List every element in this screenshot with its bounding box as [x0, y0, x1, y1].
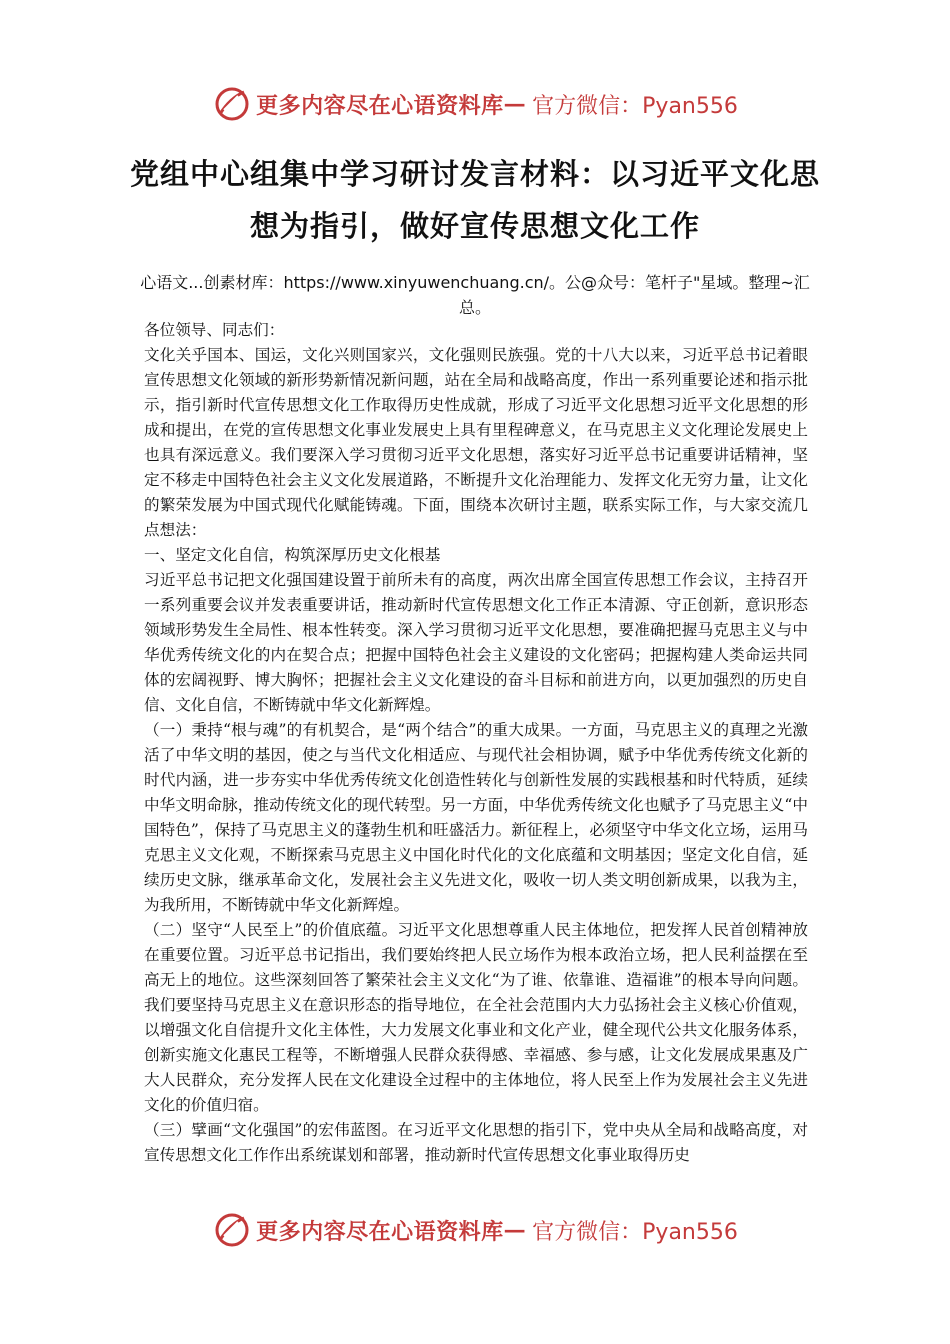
source-line: 心语文...创素材库：https://www.xinyuwenchuang.cn/。公@众号：笔杆子"星域。整理~汇总。 — [140, 273, 810, 317]
footer-library-text: 更多内容尽在心语资料库 — [256, 1218, 504, 1245]
footer-wechat-text: 官方微信：Pyan556 — [532, 1219, 738, 1245]
pen-swirl-logo-icon — [212, 1210, 252, 1250]
banner-library-text: 更多内容尽在心语资料库 — [256, 92, 504, 119]
paragraph-salutation: 各位领导、同志们： — [144, 321, 285, 339]
footer-banner — [0, 1208, 950, 1252]
footer-dash: — — [503, 1217, 527, 1243]
pen-swirl-logo-icon — [212, 84, 252, 124]
paragraph-point-1: （一）秉持“根与魂”的有机契合，是“两个结合”的重大成果。一方面，马克思主义的真理之光激活了中华文明的基因，使之与当代文化相适应、与现代社会相协调，赋予中华优秀传统文化新的时代内涵，进一步夯实中华优秀传统文化创造性转化与创新性发展的实践根基和时代特质，延续中华文明命脉，推动传统文化的现代转型。另一方面，中华优秀传统文化也赋予了马克思主义“中国特色”，保持了马克思主义的蓬勃生机和旺盛活力。新征程上，必须坚守中华文化立场，运用马克思主义文化观，不断探索马克思主义中国化时代化的文化底蕴和文明基因；坚定文化自信，延续历史文脉，继承革命文化，发展社会主义先进文化，吸收一切人类文明创新成果，以我为主，为我所用，不断铸就中华文化新辉煌。 — [144, 721, 808, 914]
paragraph-point-2: （二）坚守“人民至上”的价值底蕴。习近平文化思想尊重人民主体地位，把发挥人民首创精神放在重要位置。习近平总书记指出，我们要始终把人民立场作为根本政治立场，把人民利益摆在至高无上的地位。这些深刻回答了繁荣社会主义文化“为了谁、依靠谁、造福谁”的根本导向问题。我们要坚持马克思主义在意识形态的指导地位，在全社会范围内大力弘扬社会主义核心价值观，以增强文化自信提升文化主体性，大力发展文化事业和文化产业，健全现代公共文化服务体系，创新实施文化惠民工程等，不断增强人民群众获得感、幸福感、参与感，让文化发展成果惠及广大人民群众，充分发挥人民在文化建设全过程中的主体地位，将人民至上作为发展社会主义先进文化的价值归宿。 — [144, 921, 808, 1114]
paragraph-point-3: （三）擘画“文化强国”的宏伟蓝图。在习近平文化思想的指引下，党中央从全局和战略高度，对宣传思想文化工作作出系统谋划和部署，推动新时代宣传思想文化事业取得历史 — [144, 1121, 808, 1164]
banner-dash: — — [503, 91, 527, 117]
document-body — [144, 318, 808, 1168]
paragraph-intro: 文化关乎国本、国运，文化兴则国家兴，文化强则民族强。党的十八大以来，习近平总书记着眼宣传思想文化领域的新形势新情况新问题，站在全局和战略高度，作出一系列重要论述和指示批示，指引新时代宣传思想文化工作取得历史性成就，形成了习近平文化思想习近平文化思想的形成和提出，在党的宣传思想文化事业发展史上具有里程碑意义，在马克思主义文化理论发展史上也具有深远意义。我们要深入学习贯彻习近平文化思想，落实好习近平总书记重要讲话精神，坚定不移走中国特色社会主义文化发展道路，不断提升文化治理能力、发挥文化无穷力量，让文化的繁荣发展为中国式现代化赋能铸魂。下面，围绕本次研讨主题，联系实际工作，与大家交流几点想法： — [144, 346, 808, 539]
paragraph-section-1: 习近平总书记把文化强国建设置于前所未有的高度，两次出席全国宣传思想工作会议，主持召开一系列重要会议并发表重要讲话，推动新时代宣传思想文化工作正本清源、守正创新，意识形态领域形势发生全局性、根本性转变。深入学习贯彻习近平文化思想，要准确把握马克思主义与中华优秀传统文化的内在契合点；把握中国特色社会主义建设的文化密码；把握构建人类命运共同体的宏阔视野、博大胸怀；把握社会主义文化建设的奋斗目标和前进方向，以更加强烈的历史自信、文化自信，不断铸就中华文化新辉煌。 — [144, 571, 808, 714]
banner-wechat-text: 官方微信：Pyan556 — [532, 93, 738, 119]
document-title: 党组中心组集中学习研讨发言材料：以习近平文化思想为指引，做好宣传思想文化工作 — [130, 157, 821, 243]
section-heading-1: 一、坚定文化自信，构筑深厚历史文化根基 — [144, 546, 441, 564]
header-banner — [0, 82, 950, 126]
